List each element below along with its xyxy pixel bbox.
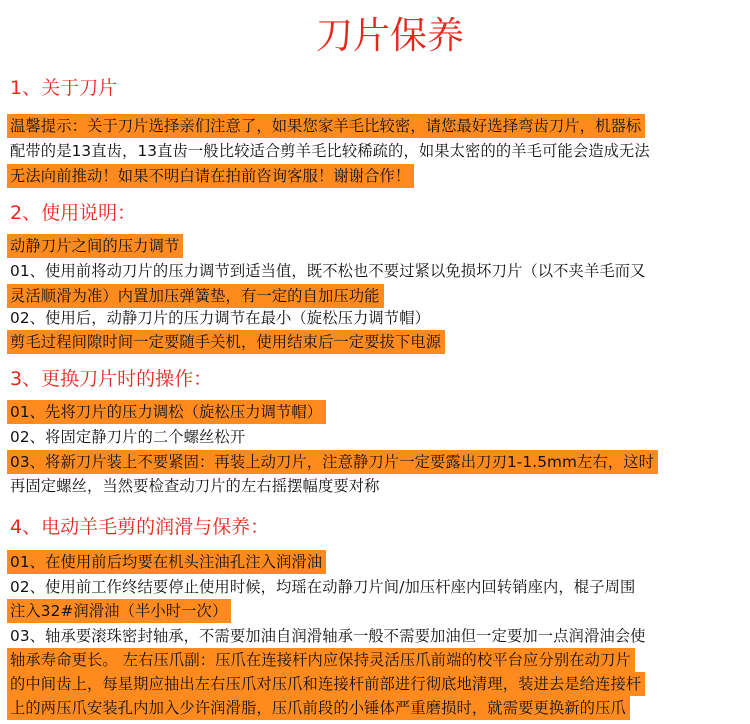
page-title: 刀片保养 [316,14,464,57]
s1-line-2-text: 配带的是13直齿，13直齿一般比较适合剪羊毛比较稀疏的，如果太密的的羊毛可能会造成无法 [10,142,650,160]
s4-line-3 [10,599,231,623]
s4-line-6-text: 的中间齿上，每星期应抽出左右压爪对压爪和连接杆前部进行彻底地清理，装进去是给连接杆 [7,672,645,696]
section-2-heading: 2、使用说明： [10,202,137,224]
s4-line-1 [10,550,326,574]
section-1-heading: 1、关于刀片 [10,77,118,99]
s1-line-2 [10,139,650,163]
s3-line-2-text: 02、将固定静刀片的二个螺丝松开 [10,428,246,446]
s4-line-7 [10,696,630,720]
s3-line-1 [10,400,326,424]
s1-line-1-text: 温馨提示：关于刀片选择亲们注意了，如果您家羊毛比较密，请您最好选择弯齿刀片，机器标 [7,114,645,138]
s4-line-2 [10,575,635,599]
s4-line-1-text: 01、在使用前后均要在机头注油孔注入润滑油 [7,550,326,574]
s3-line-2 [10,425,245,449]
s4-line-6 [10,672,645,696]
s4-line-4 [10,624,646,648]
s3-line-3 [10,450,658,474]
s2-line-1 [10,234,183,258]
s2-line-4 [10,306,430,330]
s2-line-2-text: 01、使用前将动刀片的压力调节到适当值，既不松也不要过紧以免损坏刀片（以不夹羊毛而又 [10,262,646,280]
s3-line-4-text: 再固定螺丝，当然要检查动刀片的左右摇摆幅度要对称 [10,477,380,495]
s2-line-3 [10,284,384,308]
s4-line-2-text: 02、使用前工作终结要停止使用时候，均瑶在动静刀片间/加压杆座内回转销座内，棍子周围 [10,578,636,596]
s4-line-5 [10,648,635,672]
s4-line-4-text: 03、轴承要滚珠密封轴承，不需要加油自润滑轴承一般不需要加油但一定要加一点润滑油会使 [10,627,646,645]
s3-line-4 [10,474,380,498]
s3-line-3-text: 03、将新刀片装上不要紧固：再装上动刀片，注意静刀片一定要露出刀刃1-1.5mm左右，这时 [7,450,658,474]
s2-line-3-text: 灵活顺滑为准）内置加压弹簧垫，有一定的自加压功能 [7,284,384,308]
s2-line-2 [10,259,646,283]
s2-line-5 [10,330,445,354]
s3-line-1-text: 01、先将刀片的压力调松（旋松压力调节帽） [7,400,326,424]
s1-line-1 [10,114,645,138]
section-4-heading: 4、电动羊毛剪的润滑与保养： [10,516,270,538]
s2-line-5-text: 剪毛过程间隙时间一定要随手关机，使用结束后一定要拔下电源 [7,330,445,354]
s4-line-5-text: 轴承寿命更长。 左右压爪副：压爪在连接杆内应保持灵活压爪前端的校平台应分别在动刀片 [7,648,635,672]
s1-line-3-text: 无法向前推动！如果不明白请在拍前咨询客服！谢谢合作！ [7,164,414,188]
section-3-heading: 3、更换刀片时的操作： [10,368,213,390]
s4-line-7-text: 上的两压爪安装孔内加入少许润滑脂，压爪前段的小锤体严重磨损时，就需要更换新的压爪 [7,696,630,720]
s1-line-3 [10,164,414,188]
s2-line-1-text: 动静刀片之间的压力调节 [7,234,183,258]
s2-line-4-text: 02、使用后，动静刀片的压力调节在最小（旋松压力调节帽） [10,309,430,327]
s4-line-3-text: 注入32#润滑油（半小时一次） [7,599,231,623]
